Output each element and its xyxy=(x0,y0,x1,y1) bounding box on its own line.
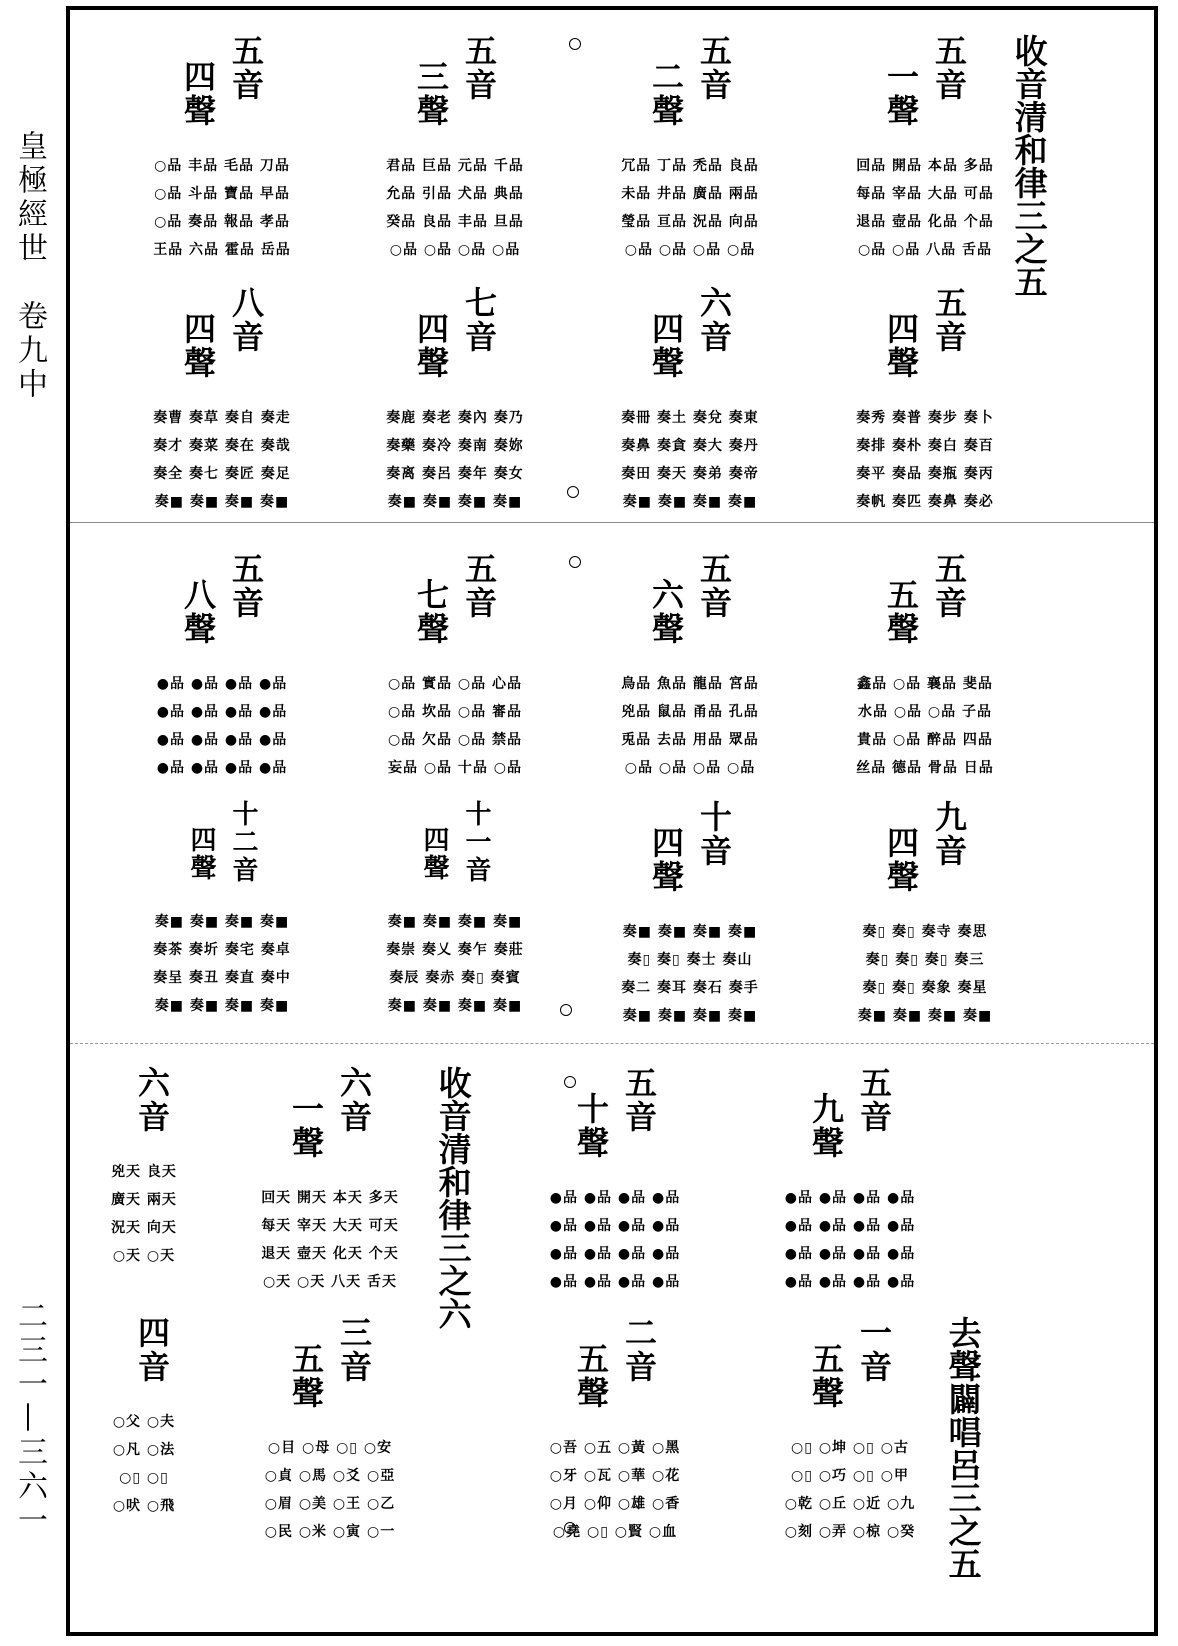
table-row: 兎品 去品 用品 眾品 xyxy=(621,732,759,748)
table-row: 貴品 ○品 醉品 四品 xyxy=(857,732,993,748)
table-row: 奏曹 奏草 奏自 奏走 xyxy=(153,410,291,426)
table-row: ○品 丰品 毛品 刀品 xyxy=(154,158,290,174)
tone-label: 四聲 xyxy=(647,826,685,894)
table-row: 奏呈 奏丑 奏直 奏中 xyxy=(153,970,291,986)
tone-label: 九聲 xyxy=(807,1092,845,1160)
table-row: ○民 ○米 ○寅 ○一 xyxy=(264,1524,396,1540)
sound-table xyxy=(84,1316,204,1520)
sound-table xyxy=(590,34,790,264)
table-row: 每品 宰品 大品 可品 xyxy=(856,186,994,202)
tone-label: 四聲 xyxy=(412,312,450,380)
sound-label: 五音 xyxy=(620,1066,658,1134)
sound-table xyxy=(825,286,1025,516)
table-row: ○父 ○夫 xyxy=(112,1414,176,1430)
table-row: 允品 引品 犬品 典品 xyxy=(386,186,524,202)
table-row: 奏田 奏天 奏弟 奏帝 xyxy=(621,466,759,482)
tone-label: 四聲 xyxy=(186,826,216,882)
circle-mark xyxy=(567,486,579,498)
table-row: 癸品 良品 丰品 旦品 xyxy=(386,214,524,230)
table-row: 鳥品 魚品 龍品 宮品 xyxy=(621,676,759,692)
tone-label: 二聲 xyxy=(647,60,685,128)
table-row: 回天 開天 本天 多天 xyxy=(261,1190,399,1206)
table-row: ●品 ●品 ●品 ●品 xyxy=(156,732,288,748)
table-row: ●品 ●品 ●品 ●品 xyxy=(549,1246,681,1262)
section-title: 去聲闢唱呂三之五 xyxy=(943,1316,983,1580)
table-row: 王品 六品 霍品 岳品 xyxy=(153,242,291,258)
sound-label: 二音 xyxy=(620,1316,658,1384)
tone-label: 五聲 xyxy=(882,578,920,646)
sound-table xyxy=(515,1316,715,1546)
sound-label: 四音 xyxy=(133,1316,171,1384)
table-row: 瑩品 亘品 況品 向品 xyxy=(621,214,759,230)
table-row: 奏茶 奏圻 奏宅 奏卓 xyxy=(153,942,291,958)
table-row: ○品 ○品 ○品 ○品 xyxy=(624,760,756,776)
sound-label: 五音 xyxy=(695,552,733,620)
tone-label: 一聲 xyxy=(287,1092,325,1160)
tone-label: 四聲 xyxy=(419,826,449,882)
sound-table xyxy=(355,800,555,1020)
table-row: 奏■ 奏■ 奏■ 奏■ xyxy=(622,1008,758,1024)
circle-mark xyxy=(569,556,581,568)
table-row: ●品 ●品 ●品 ●品 xyxy=(156,676,288,692)
table-row: 妄品 ○品 十品 ○品 xyxy=(387,760,523,776)
table-row: 兇品 鼠品 甬品 孔品 xyxy=(621,704,759,720)
table-row: ●品 ●品 ●品 ●品 xyxy=(549,1218,681,1234)
table-row: 奏鼻 奏貪 奏大 奏丹 xyxy=(621,438,759,454)
table-row: 奏冊 奏土 奏兌 奏東 xyxy=(621,410,759,426)
table-row: ○品 ○品 八品 舌品 xyxy=(857,242,993,258)
sound-table xyxy=(750,1316,950,1546)
sound-label: 五音 xyxy=(930,552,968,620)
sound-table xyxy=(825,34,1025,264)
sound-label: 六音 xyxy=(133,1066,171,1134)
table-row: 奏崇 奏乂 奏乍 奏莊 xyxy=(386,942,524,958)
sound-label: 三音 xyxy=(335,1316,373,1384)
section-divider xyxy=(70,522,1154,523)
table-row: 奏离 奏呂 奏年 奏女 xyxy=(386,466,524,482)
table-row: 奏■ 奏■ 奏■ 奏■ xyxy=(857,1008,993,1024)
tone-label: 一聲 xyxy=(882,60,920,128)
table-row: 未品 井品 廣品 兩品 xyxy=(621,186,759,202)
table-row: ○▯ ○巧 ○▯ ○甲 xyxy=(791,1468,909,1484)
sound-table xyxy=(230,1066,430,1296)
tone-label: 六聲 xyxy=(647,578,685,646)
table-row: 奏■ 奏■ 奏■ 奏■ xyxy=(154,494,290,510)
section-divider xyxy=(70,1043,1154,1044)
table-row: ●品 ●品 ●品 ●品 xyxy=(156,704,288,720)
table-row: ○品 欠品 ○品 禁品 xyxy=(387,732,523,748)
table-row: 回品 開品 本品 多品 xyxy=(856,158,994,174)
sound-table xyxy=(84,1066,204,1270)
sound-table xyxy=(122,800,322,1020)
table-row: ●品 ●品 ●品 ●品 xyxy=(784,1190,916,1206)
sound-label: 五音 xyxy=(227,34,265,102)
sound-label: 六音 xyxy=(695,286,733,354)
table-row: 奏■ 奏■ 奏■ 奏■ xyxy=(622,924,758,940)
table-row: ○天 ○天 八天 舌天 xyxy=(262,1274,398,1290)
sound-label: 十一音 xyxy=(461,800,491,884)
section-title: 收音清和律三之六 xyxy=(433,1066,473,1330)
table-row: 奏▯ 奏▯ 奏士 奏山 xyxy=(627,952,753,968)
table-row: 奏■ 奏■ 奏■ 奏■ xyxy=(154,914,290,930)
sound-label: 五音 xyxy=(460,34,498,102)
table-row: 奏帆 奏匹 奏鼻 奏必 xyxy=(856,494,994,510)
table-row: ○吠 ○飛 xyxy=(112,1498,176,1514)
sound-table xyxy=(355,34,555,264)
sound-table xyxy=(122,286,322,516)
table-row: ○凡 ○法 xyxy=(112,1442,176,1458)
sound-label: 一音 xyxy=(855,1316,893,1384)
table-row: ●品 ●品 ●品 ●品 xyxy=(156,760,288,776)
tone-label: 四聲 xyxy=(179,312,217,380)
table-row: ●品 ●品 ●品 ●品 xyxy=(549,1190,681,1206)
table-row: 奏二 奏耳 奏石 奏手 xyxy=(621,980,759,996)
tone-label: 四聲 xyxy=(882,312,920,380)
table-row: 奏辰 奏赤 奏▯ 奏賓 xyxy=(389,970,521,986)
table-row: 冗品 丁品 禿品 良品 xyxy=(621,158,759,174)
table-row: 奏■ 奏■ 奏■ 奏■ xyxy=(387,494,523,510)
sound-label: 十二音 xyxy=(228,800,258,884)
sound-table xyxy=(750,1066,950,1296)
table-row: 奏秀 奏普 奏步 奏卜 xyxy=(856,410,994,426)
sound-label: 五音 xyxy=(855,1066,893,1134)
circle-mark xyxy=(560,1004,572,1016)
sound-label: 五音 xyxy=(930,286,968,354)
tone-label: 十聲 xyxy=(572,1092,610,1160)
tone-label: 五聲 xyxy=(287,1342,325,1410)
table-row: ○▯ ○坤 ○▯ ○古 xyxy=(791,1440,909,1456)
table-row: ○堯 ○▯ ○賢 ○血 xyxy=(552,1524,678,1540)
sound-label: 五音 xyxy=(695,34,733,102)
sound-table xyxy=(590,286,790,516)
table-row: 奏▯ 奏▯ 奏象 奏星 xyxy=(862,980,988,996)
table-row: 君品 巨品 元品 千品 xyxy=(386,158,524,174)
table-row: 奏■ 奏■ 奏■ 奏■ xyxy=(622,494,758,510)
sound-label: 五音 xyxy=(227,552,265,620)
table-row: 每天 宰天 大天 可天 xyxy=(261,1218,399,1234)
page-number: 二三一—三六一 xyxy=(12,1300,47,1538)
table-row: 奏藥 奏冷 奏南 奏妳 xyxy=(386,438,524,454)
table-row: 奏▯ 奏▯ 奏寺 奏思 xyxy=(862,924,988,940)
table-row: ○貞 ○馬 ○爻 ○亞 xyxy=(264,1468,396,1484)
table-row: ●品 ●品 ●品 ●品 xyxy=(784,1218,916,1234)
table-row: 兇天 良天 xyxy=(111,1164,177,1180)
table-row: 廣天 兩天 xyxy=(111,1192,177,1208)
sound-table xyxy=(230,1316,430,1546)
sound-table xyxy=(122,34,322,264)
tone-label: 五聲 xyxy=(807,1342,845,1410)
sound-label: 五音 xyxy=(460,552,498,620)
table-row: 奏■ 奏■ 奏■ 奏■ xyxy=(154,998,290,1014)
sound-label: 五音 xyxy=(930,34,968,102)
table-row: 退品 壺品 化品 个品 xyxy=(856,214,994,230)
sound-label: 七音 xyxy=(460,286,498,354)
table-row: 奏▯ 奏▯ 奏▯ 奏三 xyxy=(865,952,985,968)
sound-label: 八音 xyxy=(227,286,265,354)
table-row: ○目 ○母 ○▯ ○安 xyxy=(267,1440,393,1456)
sound-table xyxy=(590,800,790,1030)
table-row: ○品 實品 ○品 心品 xyxy=(387,676,523,692)
table-row: 奏全 奏七 奏匠 奏足 xyxy=(153,466,291,482)
tone-label: 三聲 xyxy=(412,60,450,128)
table-row: ○牙 ○瓦 ○華 ○花 xyxy=(549,1468,681,1484)
table-row: ○品 斗品 寶品 早品 xyxy=(154,186,290,202)
table-row: ○乾 ○丘 ○近 ○九 xyxy=(784,1496,916,1512)
sound-table xyxy=(122,552,322,782)
table-row: 水品 ○品 ○品 子品 xyxy=(857,704,993,720)
table-row: 奏才 奏菜 奏在 奏哉 xyxy=(153,438,291,454)
tone-label: 五聲 xyxy=(572,1342,610,1410)
table-row: ○品 ○品 ○品 ○品 xyxy=(624,242,756,258)
sound-label: 六音 xyxy=(335,1066,373,1134)
sound-table xyxy=(825,552,1025,782)
sound-table xyxy=(590,552,790,782)
table-row: ○品 奏品 報品 孝品 xyxy=(154,214,290,230)
book-title: 皇極經世 卷九中 xyxy=(12,130,47,402)
section-title: 收音清和律三之五 xyxy=(1009,34,1049,298)
tone-label: 八聲 xyxy=(179,578,217,646)
tone-label: 四聲 xyxy=(882,826,920,894)
table-row: ○▯ ○▯ xyxy=(119,1470,169,1486)
table-row: 奏■ 奏■ 奏■ 奏■ xyxy=(387,914,523,930)
table-row: 丝品 德品 骨品 日品 xyxy=(856,760,994,776)
table-row: 奏■ 奏■ 奏■ 奏■ xyxy=(387,998,523,1014)
table-row: ○吾 ○五 ○黃 ○黑 xyxy=(549,1440,681,1456)
table-row: ●品 ●品 ●品 ●品 xyxy=(549,1274,681,1290)
sound-table xyxy=(355,552,555,782)
table-row: ○月 ○仰 ○雄 ○香 xyxy=(549,1496,681,1512)
tone-label: 七聲 xyxy=(412,578,450,646)
table-row: 鑫品 ○品 襄品 斐品 xyxy=(857,676,993,692)
tone-label: 四聲 xyxy=(647,312,685,380)
sound-table xyxy=(515,1066,715,1296)
table-row: 退天 壺天 化天 个天 xyxy=(261,1246,399,1262)
table-row: ○天 ○天 xyxy=(112,1248,176,1264)
table-row: 奏排 奏朴 奏白 奏百 xyxy=(856,438,994,454)
table-row: ●品 ●品 ●品 ●品 xyxy=(784,1246,916,1262)
table-row: ○品 ○品 ○品 ○品 xyxy=(389,242,521,258)
table-row: 況天 向天 xyxy=(111,1220,177,1236)
table-row: 奏鹿 奏老 奏內 奏乃 xyxy=(386,410,524,426)
sound-table xyxy=(355,286,555,516)
table-row: 奏平 奏品 奏瓶 奏丙 xyxy=(856,466,994,482)
table-row: ○眉 ○美 ○王 ○乙 xyxy=(264,1496,396,1512)
table-row: ○品 坎品 ○品 審品 xyxy=(387,704,523,720)
circle-mark xyxy=(569,38,581,50)
sound-label: 九音 xyxy=(930,800,968,868)
table-row: ○刻 ○弄 ○椋 ○癸 xyxy=(784,1524,916,1540)
table-row: ●品 ●品 ●品 ●品 xyxy=(784,1274,916,1290)
sound-table xyxy=(825,800,1025,1030)
sound-label: 十音 xyxy=(695,800,733,868)
tone-label: 四聲 xyxy=(179,60,217,128)
